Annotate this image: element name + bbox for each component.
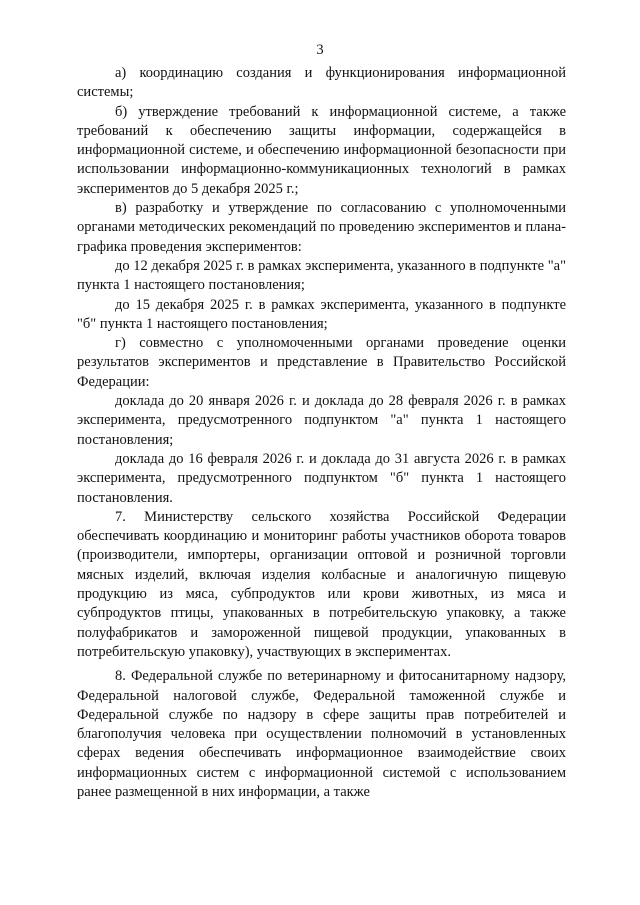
- paragraph-report-2: доклада до 16 февраля 2026 г. и доклада до 31 августа 2026 г. в рамках эксперимента, предусмотренного подпунктом "б" пункта 1 настоящего постановления.: [77, 450, 566, 506]
- paragraph-section-8: 8. Федеральной службе по ветеринарному и фитосанитарному надзору, Федеральной налоговой службе, Федеральной таможенной службе и Федеральной службе по надзору в сфере защиты прав потребителей и благополучия человека при осуществлении полномочий в установленных сферах ведения обеспечивать информационное взаимодействие своих информационных систем с информационной системой с использованием ранее размещенной в них информации, а также: [77, 668, 566, 800]
- paragraph-section-7: 7. Министерству сельского хозяйства Российской Федерации обеспечивать координацию и мониторинг работы участников оборота товаров (производители, импортеры, организации оптовой и розничной торговли мясных изделий, включая изделия колбасные и аналогичную пищевую продукцию из мяса, субпродуктов или крови животных, из мяса и субпродуктов птицы, упакованных в потребительскую упаковку, а также полуфабрикатов и замороженной пищевой продукции, упакованных в потребительскую упаковку), участвующих в экспериментах.: [77, 508, 566, 660]
- paragraph-deadline-1: до 12 декабря 2025 г. в рамках эксперимента, указанного в подпункте "а" пункта 1 настоящего постановления;: [77, 257, 566, 294]
- document-body: [77, 64, 566, 802]
- paragraph-deadline-2: до 15 декабря 2025 г. в рамках эксперимента, указанного в подпункте "б" пункта 1 настоящего постановления;: [77, 296, 566, 332]
- page-number: 3: [316, 42, 324, 58]
- paragraph-report-1: доклада до 20 января 2026 г. и доклада до 28 февраля 2026 г. в рамках эксперимента, предусмотренного подпунктом "а" пункта 1 настоящего постановления;: [77, 393, 566, 448]
- paragraph-item-v: в) разработку и утверждение по согласованию с уполномоченными органами методических рекомендаций по проведению экспериментов и плана-графика проведения экспериментов:: [77, 200, 566, 255]
- paragraph-item-b: б) утверждение требований к информационной системе, а также требований к обеспечению защиты информации, содержащейся в информационной системе, и обеспечению информационной безопасности при использовании информационно-коммуникационных технологий в рамках экспериментов до 5 декабря 2025 г.;: [77, 103, 566, 197]
- paragraph-item-a: а) координацию создания и функционирования информационной системы;: [77, 65, 566, 101]
- paragraph-item-g: г) совместно с уполномоченными органами проведение оценки результатов экспериментов и представление в Правительство Российской Федерации:: [77, 335, 566, 390]
